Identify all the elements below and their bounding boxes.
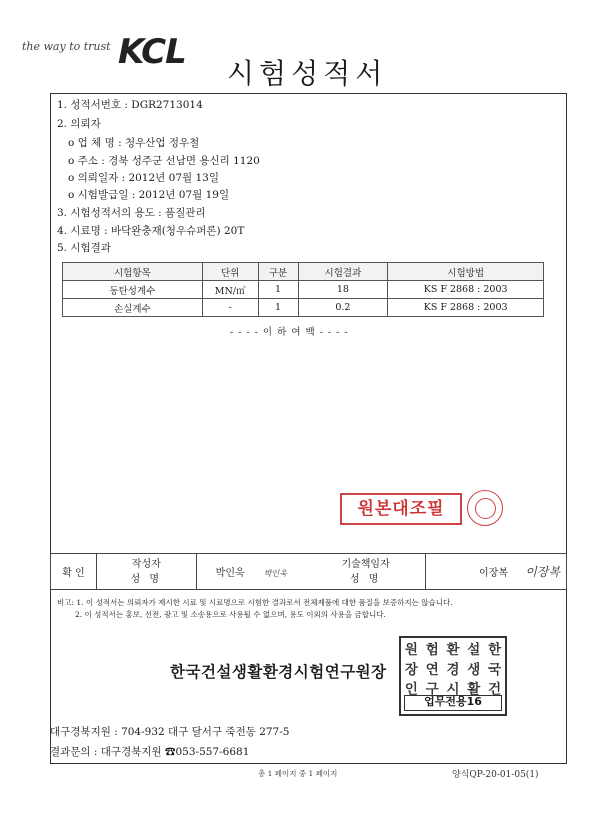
original-verified-seal [340, 490, 504, 528]
header-result: 시험결과 [298, 263, 388, 281]
round-seal-icon [467, 490, 503, 526]
tech-name-label: 성 명 [349, 573, 382, 585]
cell-result: 0.2 [298, 299, 388, 317]
signature-table [50, 553, 567, 590]
official-seal-stamp [399, 636, 507, 716]
seal-char: 원 [404, 641, 418, 658]
seal-char: 험 [425, 641, 439, 658]
tech-label-cell [306, 554, 426, 590]
seal-char: 건 [488, 681, 502, 698]
header-test-item: 시험항목 [63, 263, 203, 281]
seal-char: 인 [404, 681, 418, 698]
tech-name: 이장복 [479, 568, 509, 579]
seal-char: 연 [425, 661, 439, 678]
client-address: o 주소 : 경북 성주군 선남면 용신리 1120 [68, 155, 260, 167]
author-signature: 박인욱 [263, 569, 288, 578]
seal-char: 생 [467, 661, 481, 678]
remark-line-1: 비고: 1. 이 성적서는 의뢰자가 제시한 시료 및 시료명으로 시험한 결과로서 전체제품에 대한 품질을 보증하지는 않습니다. [57, 598, 453, 607]
seal-char: 구 [425, 681, 439, 698]
seal-number: 업무전용16 [404, 695, 502, 711]
cell-unit: - [202, 299, 258, 317]
results-heading: 5. 시험결과 [57, 242, 111, 254]
inquiry-contact: 결과문의 : 대구경북지원 ☎053-557-6681 [50, 746, 250, 758]
results-table [62, 262, 544, 317]
page-indicator: 총 1 페이지 중 1 페이지 [258, 769, 338, 778]
kcl-logo: KCL [118, 32, 186, 72]
cell-test-item: 손실계수 [63, 299, 203, 317]
table-row [63, 299, 544, 317]
report-number: 1. 성적서번호 : DGR2713014 [57, 99, 203, 111]
table-row [63, 281, 544, 299]
client-heading: 2. 의뢰자 [57, 118, 101, 130]
author-name: 박인욱 [215, 568, 245, 579]
cell-division: 1 [258, 281, 298, 299]
cell-method: KS F 2868 : 2003 [388, 281, 544, 299]
issue-date: o 시험발급일 : 2012년 07월 19일 [68, 189, 230, 201]
seal-char: 활 [467, 681, 481, 698]
cell-method: KS F 2868 : 2003 [388, 299, 544, 317]
tech-signature: 이장복 [525, 565, 560, 579]
client-company: o 업 체 명 : 청우산업 정우철 [68, 137, 200, 149]
tech-title: 기술책임자 [341, 558, 390, 570]
seal-char: 장 [404, 661, 418, 678]
remark-line-2: 2. 이 성적서는 홍보, 선전, 광고 및 소송용으로 사용될 수 없으며, 용도 이외의 사용을 금합니다. [75, 610, 386, 619]
original-verified-stamp-text: 원본대조필 [340, 493, 462, 525]
branch-address: 대구경북지원 : 704-932 대구 달서구 죽전동 277-5 [50, 726, 290, 738]
cell-unit: MN/㎥ [202, 281, 258, 299]
author-title: 작성자 [131, 558, 161, 570]
seal-char: 환 [446, 641, 460, 658]
header-division: 구분 [258, 263, 298, 281]
cell-division: 1 [258, 299, 298, 317]
header-method: 시험방법 [388, 263, 544, 281]
cell-result: 18 [298, 281, 388, 299]
seal-grid [401, 638, 505, 700]
header-unit: 단위 [202, 263, 258, 281]
tagline: the way to trust [22, 40, 111, 53]
form-number: 양식QP-20-01-05(1) [452, 770, 539, 780]
blank-below-marker: - - - - 이 하 여 백 - - - - [230, 327, 349, 338]
author-label-cell [96, 554, 196, 590]
sample-name: 4. 시료명 : 바닥완충재(청우슈퍼론) 20T [57, 225, 245, 237]
results-header-row [63, 263, 544, 281]
seal-char: 경 [446, 661, 460, 678]
tech-name-cell [426, 554, 567, 590]
request-date: o 의뢰일자 : 2012년 07월 13일 [68, 172, 219, 184]
confirm-label: 확 인 [51, 554, 97, 590]
report-purpose: 3. 시험성적서의 용도 : 품질관리 [57, 207, 206, 219]
seal-char: 시 [446, 681, 460, 698]
author-name-label: 성 명 [130, 573, 163, 585]
cell-test-item: 동탄성계수 [63, 281, 203, 299]
seal-char: 설 [467, 641, 481, 658]
organization-name: 한국건설생활환경시험연구원장 [170, 663, 387, 681]
seal-char: 한 [488, 641, 502, 658]
remarks [57, 597, 453, 621]
seal-char: 국 [488, 661, 502, 678]
author-name-cell [196, 554, 306, 590]
document-title: 시험성적서 [227, 57, 388, 90]
